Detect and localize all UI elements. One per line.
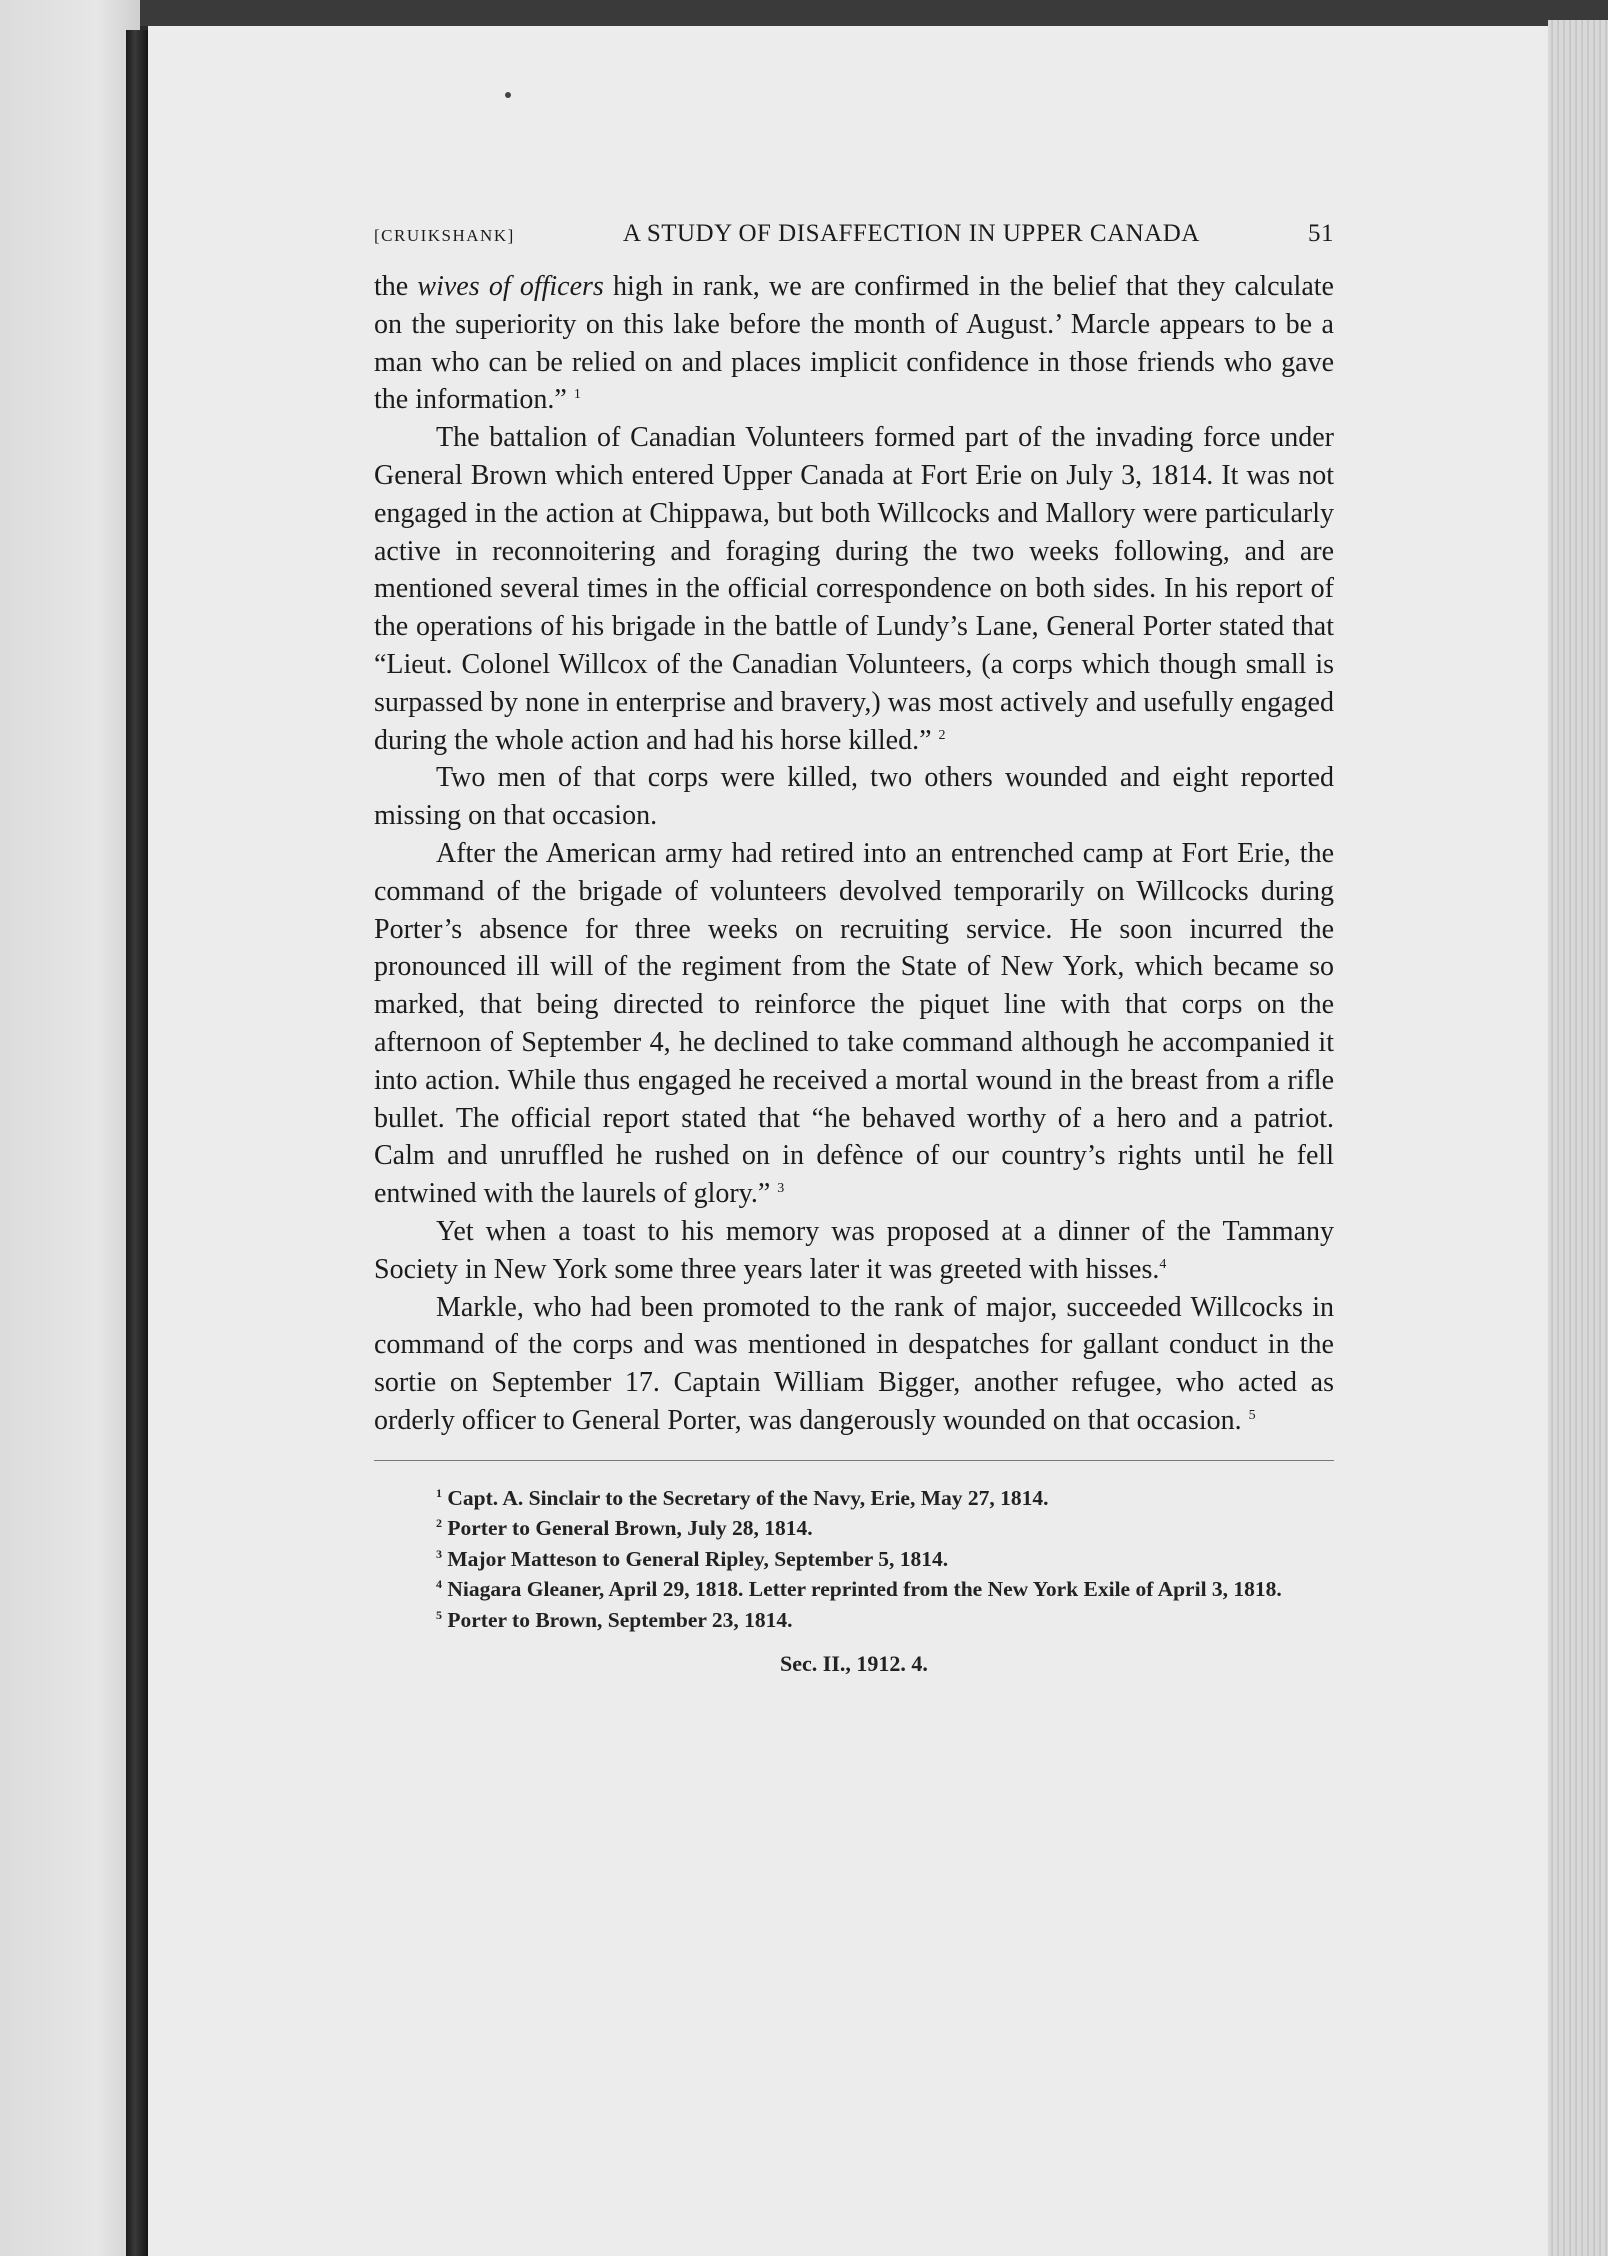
footnote-3 bbox=[374, 1544, 1334, 1575]
footnote-4-text: Niagara Gleaner, April 29, 1818. Letter reprinted from the New York Exile of April 3, 1818. bbox=[447, 1577, 1282, 1602]
footnote-1 bbox=[374, 1483, 1334, 1514]
paragraph-4-text: After the American army had retired into an entrenched camp at Fort Erie, the command of the brigade of volunteers devolved temporarily on Willcocks during Porter’s absence for three weeks on recruiting service. He soon incurred the pronounced ill will of the regiment from the State of New York, which became so marked, that being directed to reinforce the piquet line with that corps on the afternoon of September 4, he declined to take command although he accompanied it into action. While thus engaged he received a mortal wound in the breast from a rifle bullet. The official report stated that “he behaved worthy of a hero and a patriot. Calm and unruffled he rushed on in defènce of our country’s rights until he fell entwined with the laurels of glory.” bbox=[374, 837, 1334, 1210]
ink-speck bbox=[505, 92, 511, 98]
facing-page-edge bbox=[0, 0, 140, 2256]
page-number: 51 bbox=[1307, 220, 1334, 247]
footnote-2 bbox=[374, 1513, 1334, 1544]
footnote-3-number: 3 bbox=[436, 1546, 442, 1561]
footnote-5-number: 5 bbox=[436, 1607, 442, 1622]
footnote-2-number: 2 bbox=[436, 1516, 442, 1531]
footnote-5 bbox=[374, 1605, 1334, 1636]
paragraph-1-pre: the bbox=[374, 271, 418, 302]
signature-mark: Sec. II., 1912. 4. bbox=[780, 1651, 928, 1677]
page-stack-edge bbox=[1548, 20, 1608, 2256]
footnote-5-text: Porter to Brown, September 23, 1814. bbox=[447, 1607, 793, 1632]
scan-top-border bbox=[0, 0, 1608, 26]
paragraph-6-text: Markle, who had been promoted to the rank of major, succeeded Willcocks in command of the corps and was mentioned in despatches for gallant conduct in the sortie on September 17. Captain William Bigger, another refugee, who acted as orderly officer to General Porter, was dangerously wounded on that occasion. bbox=[374, 1291, 1334, 1436]
footnote-ref-2: 2 bbox=[938, 727, 946, 743]
paragraph-5 bbox=[374, 1213, 1334, 1289]
footnote-1-text: Capt. A. Sinclair to the Secretary of the Navy, Erie, May 27, 1814. bbox=[447, 1485, 1049, 1510]
footnote-1-number: 1 bbox=[436, 1485, 442, 1500]
paragraph-3-text: Two men of that corps were killed, two others wounded and eight reported missing on that occasion. bbox=[374, 762, 1334, 832]
paragraph-1-italic: wives of officers bbox=[417, 271, 604, 302]
footnote-ref-1: 1 bbox=[573, 387, 581, 403]
paragraph-1-post: high in rank, we are confirmed in the belief that they calculate on the superiority on this lake before the month of August.’ Marcle appears to be a man who can be relied on and places implicit confidence in those friends who gave the information.” bbox=[374, 271, 1334, 416]
paragraph-3 bbox=[374, 759, 1334, 835]
running-head bbox=[374, 220, 1334, 248]
footnote-divider bbox=[374, 1460, 1334, 1461]
footnote-ref-5: 5 bbox=[1248, 1407, 1256, 1423]
paragraph-2 bbox=[374, 419, 1334, 759]
paragraph-2-text: The battalion of Canadian Volunteers formed part of the invading force under General Brown which entered Upper Canada at Fort Erie on July 3, 1814. It was not engaged in the action at Chippawa, but both Willcocks and Mallory were particularly active in reconnoitering and foraging during the two weeks following, and are mentioned several times in the official correspondence on both sides. In his report of the operations of his brigade in the battle of Lundy’s Lane, General Porter stated that “Lieut. Colonel Willcox of the Canadian Volunteers, (a corps which though small is surpassed by none in enterprise and bravery,) was most actively and usefully engaged during the whole action and had his horse killed.” bbox=[374, 422, 1334, 756]
paragraph-4 bbox=[374, 835, 1334, 1213]
book-gutter bbox=[126, 30, 148, 2256]
footnote-ref-4: 4 bbox=[1159, 1256, 1167, 1272]
footnote-3-text: Major Matteson to General Ripley, September 5, 1814. bbox=[447, 1546, 949, 1571]
running-head-title: A STUDY OF DISAFFECTION IN UPPER CANADA bbox=[622, 220, 1200, 247]
page-content bbox=[374, 220, 1334, 1677]
footnote-ref-3: 3 bbox=[777, 1181, 785, 1197]
footnote-4 bbox=[374, 1574, 1334, 1605]
paragraph-5-text: Yet when a toast to his memory was proposed at a dinner of the Tammany Society in New York some three years later it was greeted with hisses. bbox=[374, 1215, 1334, 1285]
running-head-author: [CRUIKSHANK] bbox=[374, 226, 515, 245]
paragraph-1 bbox=[374, 268, 1334, 419]
footnote-4-number: 4 bbox=[436, 1577, 442, 1592]
footnote-2-text: Porter to General Brown, July 28, 1814. bbox=[447, 1516, 813, 1541]
paragraph-6 bbox=[374, 1289, 1334, 1440]
